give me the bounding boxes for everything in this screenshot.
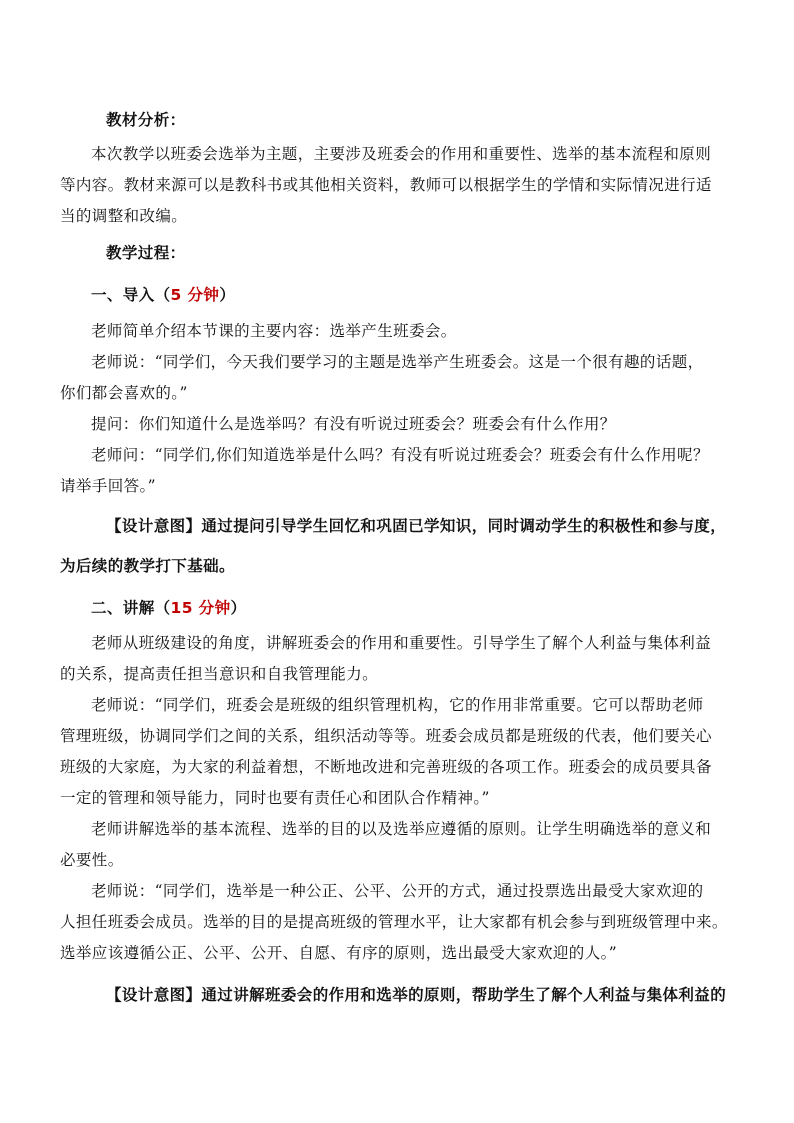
paragraph-line: 老师说：“同学们，班委会是班级的组织管理机构，它的作用非常重要。它可以帮助老师 xyxy=(91,696,704,714)
paragraph-line: 当的调整和改编。 xyxy=(60,207,188,225)
section-title-prefix: 一、导入（ xyxy=(91,286,171,304)
material-analysis-heading: 教材分析： xyxy=(106,111,186,129)
section-title-prefix: 二、讲解（ xyxy=(91,599,171,617)
paragraph-line: 提问：你们知道什么是选举吗？有没有听说过班委会？班委会有什么作用？ xyxy=(91,415,616,433)
teaching-process-heading: 教学过程： xyxy=(106,244,186,262)
paragraph-line: 的关系，提高责任担当意识和自我管理能力。 xyxy=(60,665,379,683)
paragraph-line: 老师说：“同学们，选举是一种公正、公平、公开的方式，通过投票选出最受大家欢迎的 xyxy=(91,882,704,900)
paragraph-line: 等内容。教材来源可以是教科书或其他相关资料，教师可以根据学生的学情和实际情况进行适 xyxy=(60,176,712,194)
paragraph-line: 管理班级，协调同学们之间的关系，组织活动等等。班委会成员都是班级的代表，他们要关心 xyxy=(60,727,712,745)
paragraph-line: 老师说：“同学们，今天我们要学习的主题是选举产生班委会。这是一个很有趣的话题， xyxy=(91,353,704,371)
paragraph-line: 老师讲解选举的基本流程、选举的目的以及选举应遵循的原则。让学生明确选举的意义和 xyxy=(91,820,712,838)
paragraph-line: 老师从班级建设的角度，讲解班委会的作用和重要性。引导学生了解个人利益与集体利益 xyxy=(91,634,712,652)
design-intent: 【设计意图】通过提问引导学生回忆和巩固已学知识，同时调动学生的积极性和参与度， xyxy=(106,517,727,535)
section-title-lecture xyxy=(91,598,246,618)
paragraph-line: 老师简单介绍本节课的主要内容：选举产生班委会。 xyxy=(91,322,457,340)
design-intent: 【设计意图】通过讲解班委会的作用和选举的原则，帮助学生了解个人利益与集体利益的 xyxy=(106,986,727,1004)
section-duration: 15 分钟 xyxy=(170,599,231,617)
paragraph-line: 你们都会喜欢的。” xyxy=(60,384,188,402)
paragraph-line: 本次教学以班委会选举为主题，主要涉及班委会的作用和重要性、选举的基本流程和原则 xyxy=(91,145,712,163)
paragraph-line: 一定的管理和领导能力，同时也要有责任心和团队合作精神。” xyxy=(60,789,490,807)
paragraph-line: 人担任班委会成员。选举的目的是提高班级的管理水平，让大家都有机会参与到班级管理中来。 xyxy=(60,913,728,931)
paragraph-line: 班级的大家庭，为大家的利益着想，不断地改进和完善班级的各项工作。班委会的成员要具备 xyxy=(60,758,712,776)
paragraph-line: 请举手回答。” xyxy=(60,477,156,495)
section-title-suffix: ） xyxy=(219,286,236,304)
section-title-suffix: ） xyxy=(230,599,247,617)
paragraph-line: 必要性。 xyxy=(60,851,124,869)
paragraph-line: 老师问：“同学们,你们知道选举是什么吗？有没有听说过班委会？班委会有什么作用呢？ xyxy=(91,446,709,464)
paragraph-line: 选举应该遵循公正、公平、公开、自愿、有序的原则，选出最受大家欢迎的人。” xyxy=(60,944,618,962)
section-duration: 5 分钟 xyxy=(170,286,220,304)
section-title-intro xyxy=(91,285,235,305)
design-intent: 为后续的教学打下基础。 xyxy=(60,557,235,575)
